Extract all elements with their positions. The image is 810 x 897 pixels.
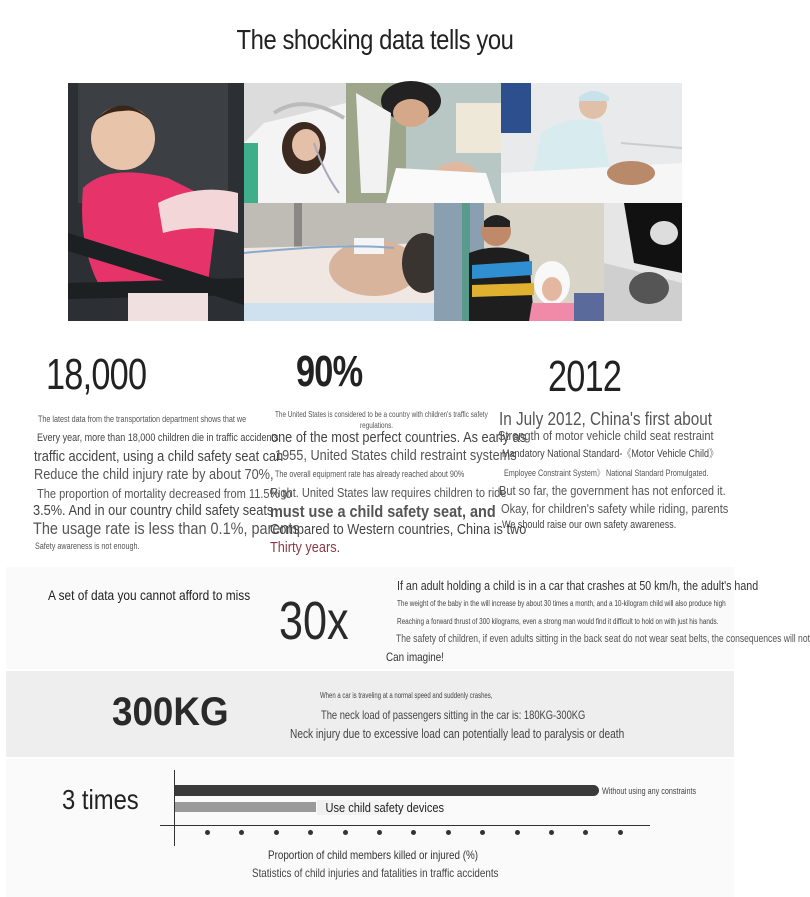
chart-caption: Statistics of child injuries and fatalities in traffic accidents — [252, 866, 499, 880]
stat1-line: The usage rate is less than 0.1%, parents — [33, 519, 300, 538]
child-on-ventilator-photo — [244, 83, 346, 203]
stat2-line: regulations. — [360, 421, 394, 430]
stat2-line: one of the most perfect countries. As early as — [271, 429, 527, 446]
section-3-times — [6, 759, 734, 897]
stat3-line: In July 2012, China's first about — [499, 409, 712, 429]
mother-caring-infant-photo — [346, 83, 501, 203]
stat-value-18000: 18,000 — [46, 350, 147, 399]
stat-value-300kg: 300KG — [112, 690, 229, 734]
photo-collage — [68, 83, 682, 321]
stat3-line: Employee Constraint System》 National Standard Promulgated. — [504, 468, 709, 478]
stat3-line: But so far, the government has not enforced it. — [499, 483, 726, 498]
section-30x-line: If an adult holding a child is in a car that crashes at 50 km/h, the adult's hand — [397, 578, 759, 593]
section-300kg-line: Neck injury due to excessive load can potentially lead to paralysis or death — [290, 726, 625, 741]
stat2-line: 1955, United States child restraint systems — [275, 447, 517, 464]
nurse-at-bedside-photo — [501, 83, 682, 203]
stat2-line-highlight: Thirty years. — [270, 539, 341, 556]
child-with-oxygen-mask-photo — [244, 203, 434, 321]
stat3-line: Strength of motor vehicle child seat restraint — [498, 428, 714, 443]
stat2-line: The United States is considered to be a country with children's traffic safety — [275, 410, 488, 419]
page-title: The shocking data tells you — [236, 24, 514, 55]
stat1-line: Safety awareness is not enough. — [35, 541, 140, 551]
stat1-line: 3.5%. And in our country child safety seats — [33, 502, 274, 519]
black-white-injured-child-photo — [604, 203, 682, 321]
stat2-line: Compared to Western countries, China is two — [270, 521, 527, 538]
stat-value-30x: 30x — [279, 591, 349, 651]
section-30x-line: The safety of children, if even adults sitting in the back seat do not wear seat belts, the consequences will not — [396, 633, 810, 645]
bandaged-child-with-mother-photo — [434, 203, 604, 321]
section-30x-line: The weight of the baby in the will increase by about 30 times a month, and a 10-kilogram child will also produce high — [397, 599, 726, 608]
section-30x-line: Can imagine! — [386, 650, 444, 664]
section-30x-line: Reaching a forward thrust of 300 kilograms, even a strong man would find it difficult to hold on with just his hands. — [397, 617, 719, 626]
section-300kg-line: When a car is traveling at a normal speed and suddenly crashes, — [320, 691, 493, 700]
stat3-line: We should raise our own safety awareness. — [502, 519, 677, 531]
stat2-line: The overall equipment rate has already reached about 90% — [275, 469, 465, 479]
stat-value-2012: 2012 — [548, 352, 622, 401]
bar-label-with-safety-devices: Use child safety devices — [317, 800, 453, 815]
section-30x-heading: A set of data you cannot afford to miss — [48, 587, 251, 603]
baby-in-car-seat-photo — [68, 83, 244, 321]
stat1-line: The latest data from the transportation department shows that we — [38, 414, 247, 424]
x-axis-label: Proportion of child members killed or injured (%) — [268, 848, 479, 862]
stat3-line: Okay, for children's safety while riding, parents — [501, 501, 729, 516]
section-300kg-line: The neck load of passengers sitting in the car is: 180KG-300KG — [321, 708, 586, 722]
stat2-line: Right. United States law requires children to ride — [270, 485, 507, 500]
bar-label-without-constraints: Without using any constraints — [601, 786, 696, 796]
stat-value-90-percent: 90% — [296, 347, 363, 396]
stat1-line: Reduce the child injury rate by about 70%, — [34, 466, 274, 483]
stat1-line: Every year, more than 18,000 children die in traffic accidents. — [37, 432, 282, 444]
stat-value-3-times: 3 times — [62, 784, 139, 815]
stat1-line: The proportion of mortality decreased from 11.5% to — [37, 486, 292, 501]
stat1-line: traffic accident, using a child safety seat can — [34, 448, 284, 465]
stat2-line: must use a child safety seat, and — [270, 502, 496, 521]
stat3-line: Mandatory National Standard-《Motor Vehicle Child》 — [502, 448, 719, 460]
